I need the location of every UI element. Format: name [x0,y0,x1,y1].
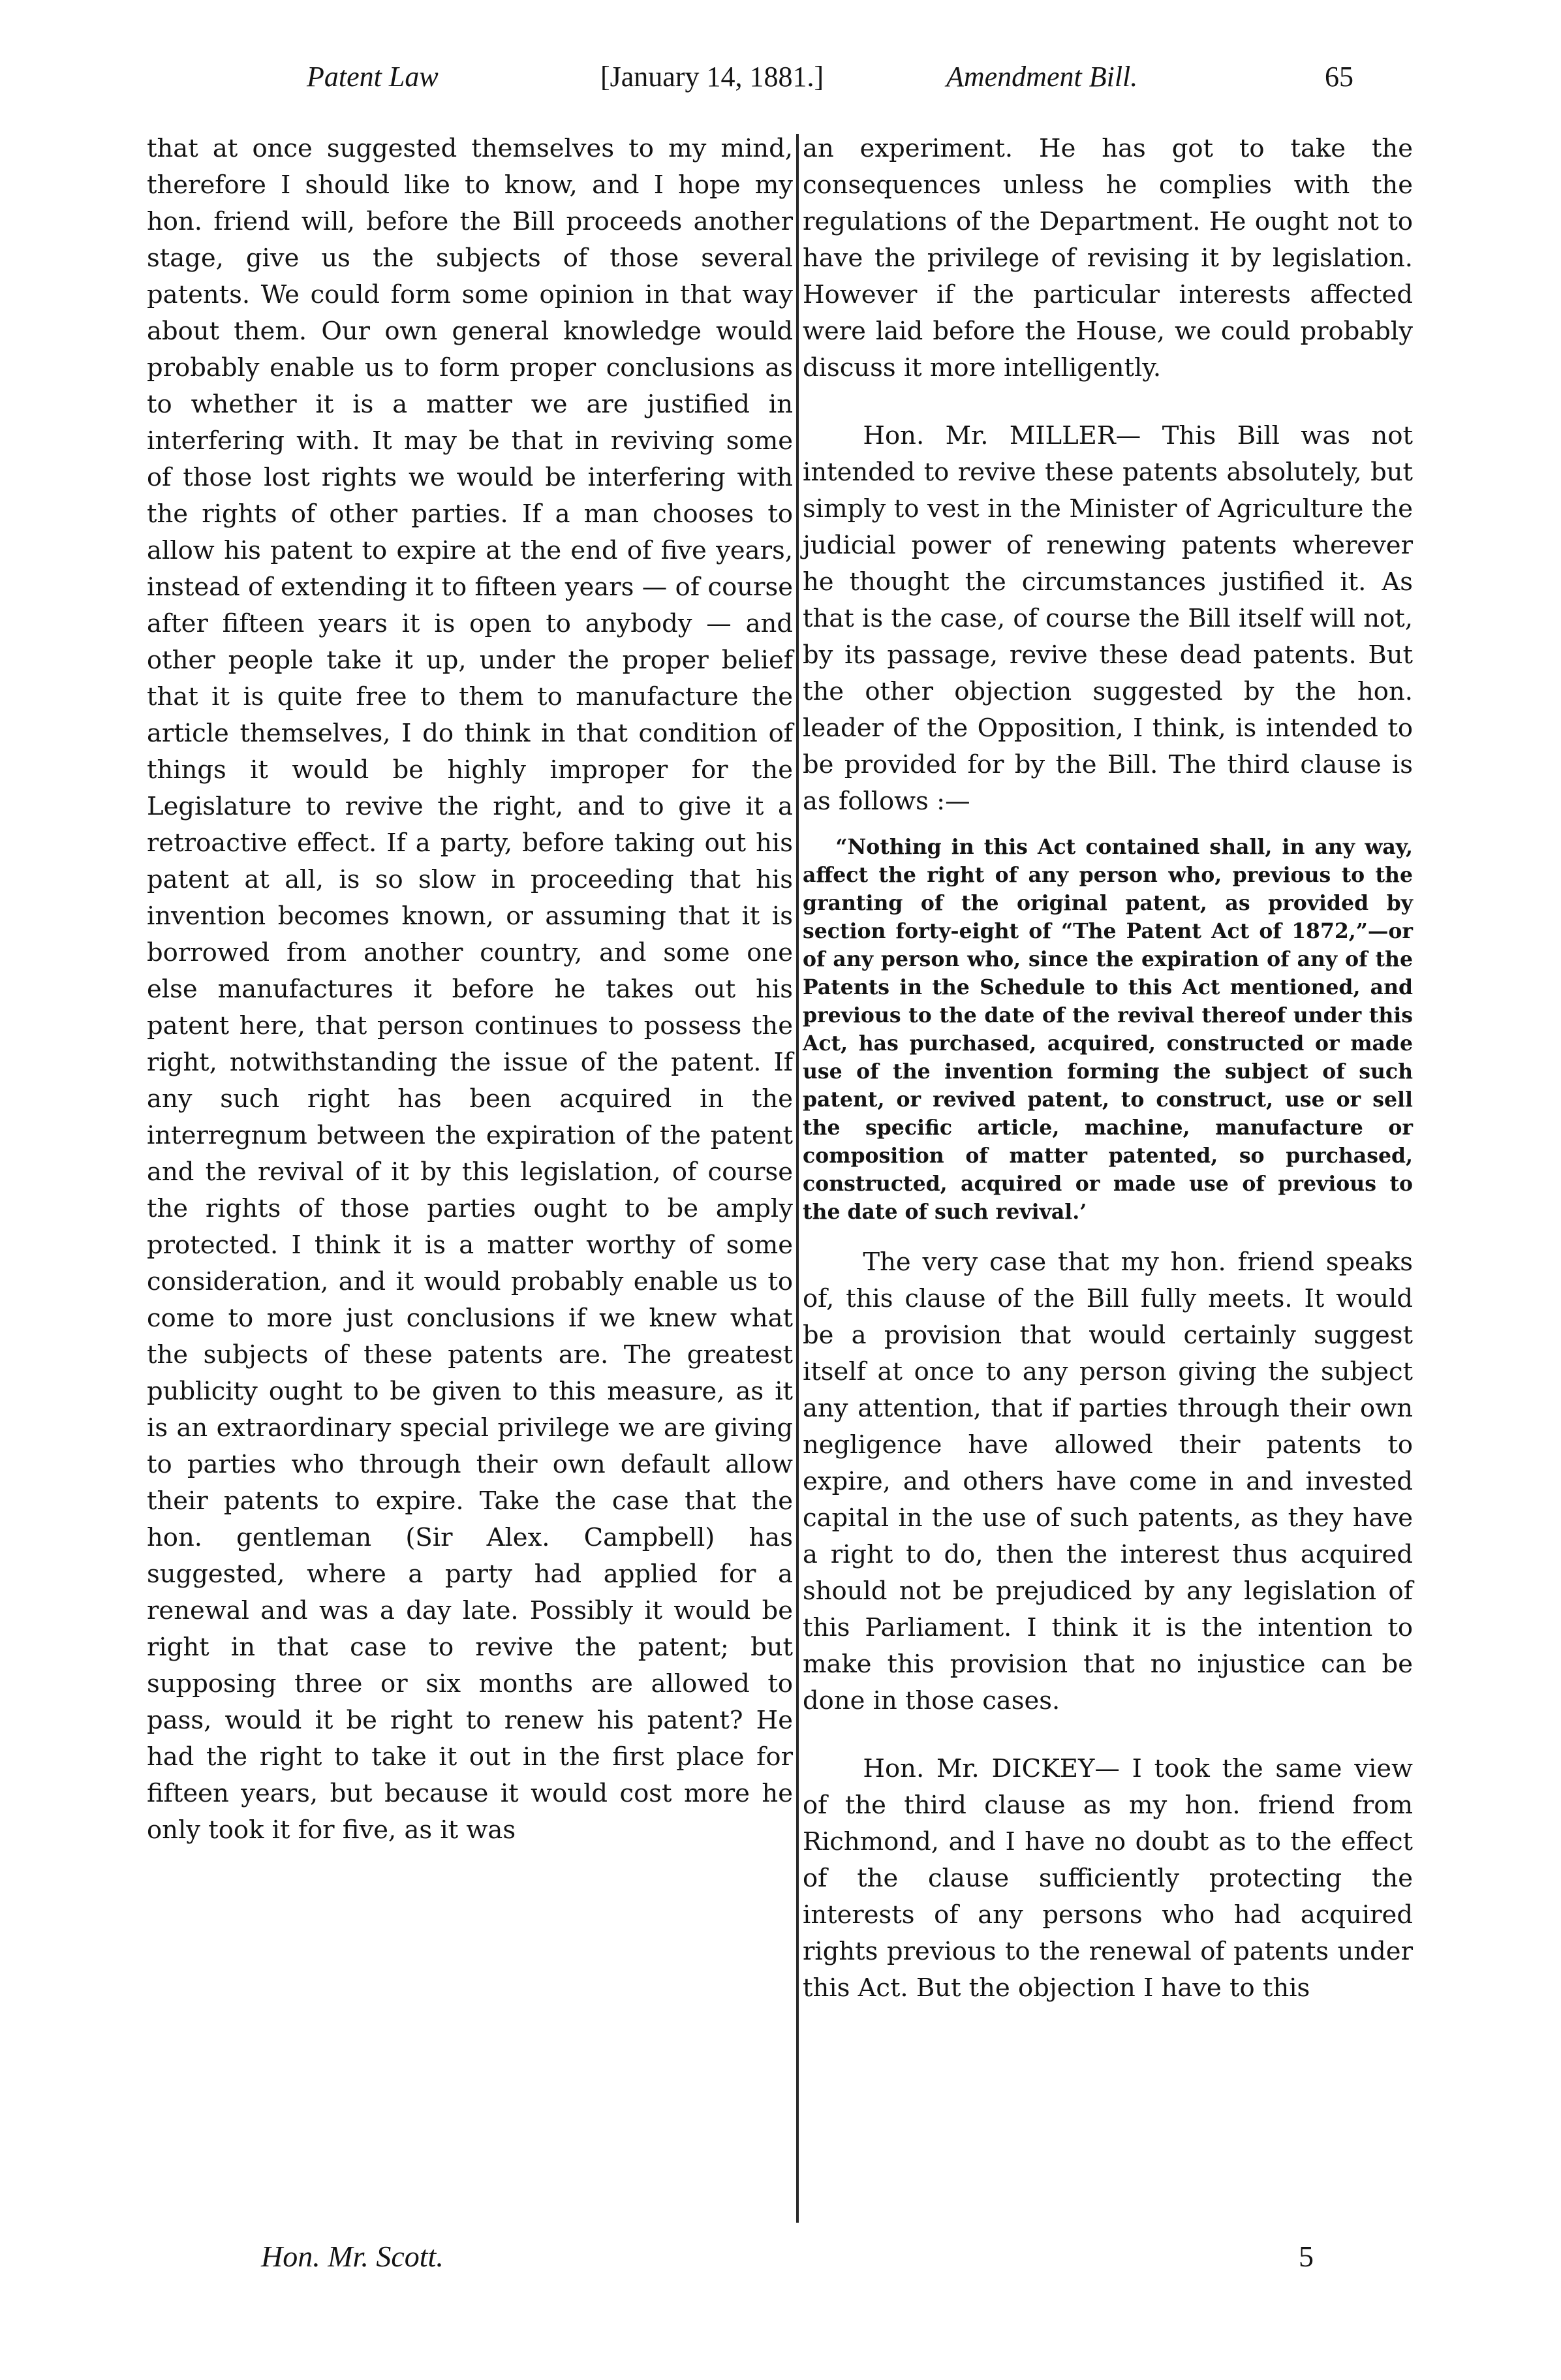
left-paragraph: that at once suggested themselves to my mind, therefore I should like to know, and I hope my hon. friend will, before the Bill proceeds another stage, give us the subjects of those several patents. We could form some opinion in that way about them. Our own general knowledge would probably enable us to form proper conclusions as to whether it is a matter we are justified in interfering with. It may be that in reviving some of those lost rights we would be interfering with the rights of other parties. If a man chooses to allow his patent to expire at the end of five years, instead of extending it to fifteen years — of course after fifteen years it is open to anybody — and other people take it up, under the proper belief that it is quite free to them to manufacture the article themselves, I do think in that condition of things it would be highly improper for the Legislature to revive the right, and to give it a retroactive effect. If a party, before taking out his patent at all, is so slow in proceeding that his invention becomes known, or assuming that it is borrowed from another country, and some one else manufactures it before he takes out his patent here, that person continues to possess the right, notwithstanding the issue of the patent. If any such right has been acquired in the interregnum between the expiration of the patent and the revival of it by this legislation, of course the rights of those parties ought to be amply protected. I think it is a matter worthy of some consideration, and it would probably enable us to come to more just conclusions if we knew what the subjects of these patents are. The greatest publicity ought to be given to this measure, as it is an extraordinary special privilege we are giving to parties who through their own default allow their patents to expire. Take the case that the hon. gentleman (Sir Alex. Campbell) has suggested, where a party had applied for a renewal and was a day late. Possibly it would be right in that case to revive the patent; but supposing three or six months are allowed to pass, would it be right to renew his patent? He had the right to take it out in the first place for fifteen years, but because it would cost more he only took it for five, as it was [147,134,793,1845]
column-divider [796,134,799,2223]
header-date: [January 14, 1881.] [600,61,824,93]
dickey-speaker: Hon. Mr. DICKEY [863,1754,1095,1783]
quoted-clause: “Nothing in this Act contained shall, in any way, affect the right of any person who, previous to the granting of the original patent, as provided by section forty-eight of “The Patent Act of 1872,”—or of any person who, since the expiration of any of the Patents in the Schedule to this Act mentioned, and previous to the date of the revival thereof under this Act, has purchased, acquired, constructed or made use of the invention forming the subject of such patent, or revived patent, to construct, use or sell the specific article, machine, manufacture or composition of matter patented, so purchased, constructed, acquired or made use of previous to the date of such revival.’ [803,835,1413,1224]
footer-signature: Hon. Mr. Scott. [261,2240,444,2273]
miller-speech-text: — This Bill was not intended to revive these patents absolutely, but simply to vest in the Minister of Agriculture the judicial power of renewing patents wherever he thought the circumstances justified it. As that is the case, of course the Bill itself will not, by its passage, revive these dead patents. But the other objection suggested by the hon. leader of the Opposition, I think, is intended to be provided for by the Bill. The third clause is as follows :— [803,421,1413,816]
miller-speech [803,418,1413,820]
footer-signature-number: 5 [1299,2240,1314,2273]
running-header [0,60,1561,112]
miller-followup: The very case that my hon. friend speaks of, this clause of the Bill fully meets. It would be a provision that would certainly suggest itself at once to any person giving the subject any attention, that if parties through their own negligence have allowed their patents to expire, and others have come in and invested capital in the use of such patents, as they have a right to do, then the interest thus acquired should not be prejudiced by any legislation of this Parliament. I think it is the intention to make this provision that no injustice can be done in those cases. [803,1247,1413,1715]
header-right-title: Amendment Bill. [946,61,1138,93]
right-column [803,131,1413,2007]
dickey-speech-text: — I took the same view of the third clause as my hon. friend from Richmond, and I have no doubt as to the effect of the clause sufficiently protecting the interests of any persons who had acquired rights previous to the renewal of patents under this Act. But the objection I have to this [803,1754,1413,2003]
page-number: 65 [1325,61,1353,93]
dickey-speech [803,1751,1413,2007]
left-column [147,131,793,1849]
miller-speaker: Hon. Mr. MILLER [863,421,1116,450]
right-continuation: an experiment. He has got to take the consequences unless he complies with the regulations of the Department. He ought not to have the privilege of revising it by legislation. However if the particular interests affected were laid before the House, we could probably discuss it more intelligently. [803,134,1413,383]
header-left-title: Patent Law [307,61,439,93]
